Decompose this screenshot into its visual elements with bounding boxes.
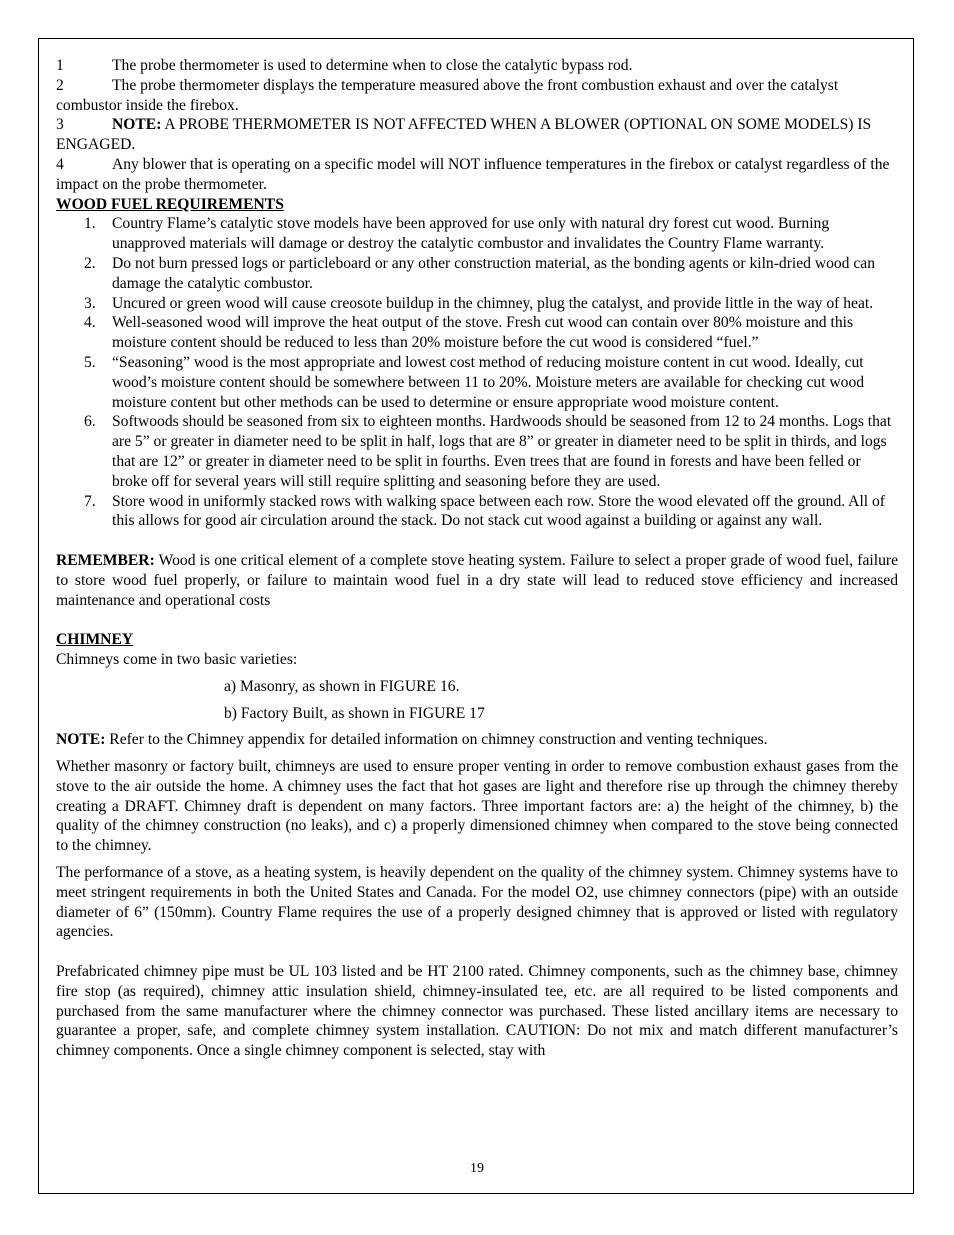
- wood-fuel-list: [56, 214, 898, 531]
- chimney-heading: CHIMNEY: [56, 631, 134, 649]
- remember-paragraph: REMEMBER: Wood is one critical element of a complete stove heating system. Failure to select a proper grade of wood fuel, failure to store wood fuel properly, or failure to maintain wood fuel in a dry state will lead to reduced stove efficiency and increased maintenance and operational costs: [56, 551, 898, 609]
- probe-item-4: 4 Any blower that is operating on a specific model will NOT influence temperatures in the firebox or catalyst regardless of the impact on the probe thermometer.: [56, 155, 890, 193]
- list-item: 6. Softwoods should be seasoned from six to eighteen months. Hardwoods should be seasoned from 12 to 24 months. Logs that are 5” or greater in diameter need to be split in half, logs that are 8” or greater in diameter need to be split in thirds, and logs that are 12” or greater in diameter need to be split in fourths. Even trees that are found in forests and have been felled or broke off for several years will still require splitting and seasoning before they are used.: [84, 413, 892, 490]
- probe-item-3: 3 NOTE: A PROBE THERMOMETER IS NOT AFFECTED WHEN A BLOWER (OPTIONAL ON SOME MODELS) IS ENGAGED.: [56, 116, 872, 154]
- chimney-paragraph-1: Whether masonry or factory built, chimneys are used to ensure proper venting in order to remove combustion exhaust gases from the stove to the air outside the home. A chimney uses the fact that hot gases are light and therefore rise up through the chimney thereby creating a DRAFT. Chimney draft is dependent on many factors. Three important factors are: a) the height of the chimney, b) the quality of the chimney construction (no leaks), and c) a properly dimensioned chimney when compared to the stove being connected to the chimney.: [56, 758, 898, 855]
- list-item: 4. Well-seasoned wood will improve the heat output of the stove. Fresh cut wood can contain over 80% moisture and this moisture content should be reduced to less than 20% moisture before the cut wood is considered “fuel.”: [84, 314, 854, 352]
- note-label: NOTE:: [56, 731, 106, 749]
- list-item: 3. Uncured or green wood will cause creosote buildup in the chimney, plug the catalyst, and provide little in the way of heat.: [84, 294, 874, 312]
- list-item: 5. “Seasoning” wood is the most appropriate and lowest cost method of reducing moisture content in cut wood. Ideally, cut wood’s moisture content should be somewhere between 11 to 20%. Moisture meters are available for checking cut wood moisture content but other methods can be used to determine or ensure appropriate wood moisture content.: [84, 353, 865, 411]
- remember-label: REMEMBER:: [56, 551, 155, 569]
- page-content: [56, 56, 898, 1061]
- page-number: 19: [470, 1161, 484, 1176]
- chimney-option-masonry: a) Masonry, as shown in FIGURE 16.: [224, 677, 460, 695]
- probe-item-1: 1 The probe thermometer is used to determine when to close the catalytic bypass rod.: [56, 57, 633, 74]
- chimney-note: NOTE: Refer to the Chimney appendix for detailed information on chimney construction and venting techniques.: [56, 731, 768, 749]
- list-item: 2. Do not burn pressed logs or particleboard or any other construction material, as the bonding agents or kiln-dried wood can damage the catalytic combustor.: [84, 254, 876, 292]
- wood-fuel-heading: WOOD FUEL REQUIREMENTS: [56, 195, 284, 213]
- chimney-intro: Chimneys come in two basic varieties:: [56, 650, 298, 668]
- chimney-paragraph-2: The performance of a stove, as a heating system, is heavily dependent on the quality of the chimney system. Chimney systems have to meet stringent requirements in both the United States and Canada. For the model O2, use chimney connectors (pipe) with an outside diameter of 6” (150mm). Country Flame requires the use of a properly designed chimney that is approved or listed with regulatory agencies.: [56, 864, 898, 941]
- chimney-paragraph-3: Prefabricated chimney pipe must be UL 103 listed and be HT 2100 rated. Chimney components, such as the chimney base, chimney fire stop (as required), chimney attic insulation shield, chimney-insulated tee, etc. are all required to be listed components and purchased from the same manufacturer where the chimney connector was purchased. These listed ancillary items are necessary to guarantee a proper, safe, and complete chimney system installation. CAUTION: Do not mix and match different manufacturer’s chimney components. Once a single chimney component is selected, stay with: [56, 963, 898, 1060]
- list-item: 7. Store wood in uniformly stacked rows with walking space between each row. Store the wood elevated off the ground. All of this allows for good air circulation around the stack. Do not stack cut wood against a building or against any wall.: [84, 492, 885, 530]
- probe-item-2: 2 The probe thermometer displays the temperature measured above the front combustion exhaust and over the catalyst combustor inside the firebox.: [56, 76, 839, 114]
- note-label: NOTE:: [112, 116, 162, 134]
- chimney-option-factory: b) Factory Built, as shown in FIGURE 17: [224, 704, 485, 722]
- list-item: 1. Country Flame’s catalytic stove models have been approved for use only with natural dry forest cut wood. Burning unapproved materials will damage or destroy the catalytic combustor and invalidates the Country Flame warranty.: [84, 215, 830, 253]
